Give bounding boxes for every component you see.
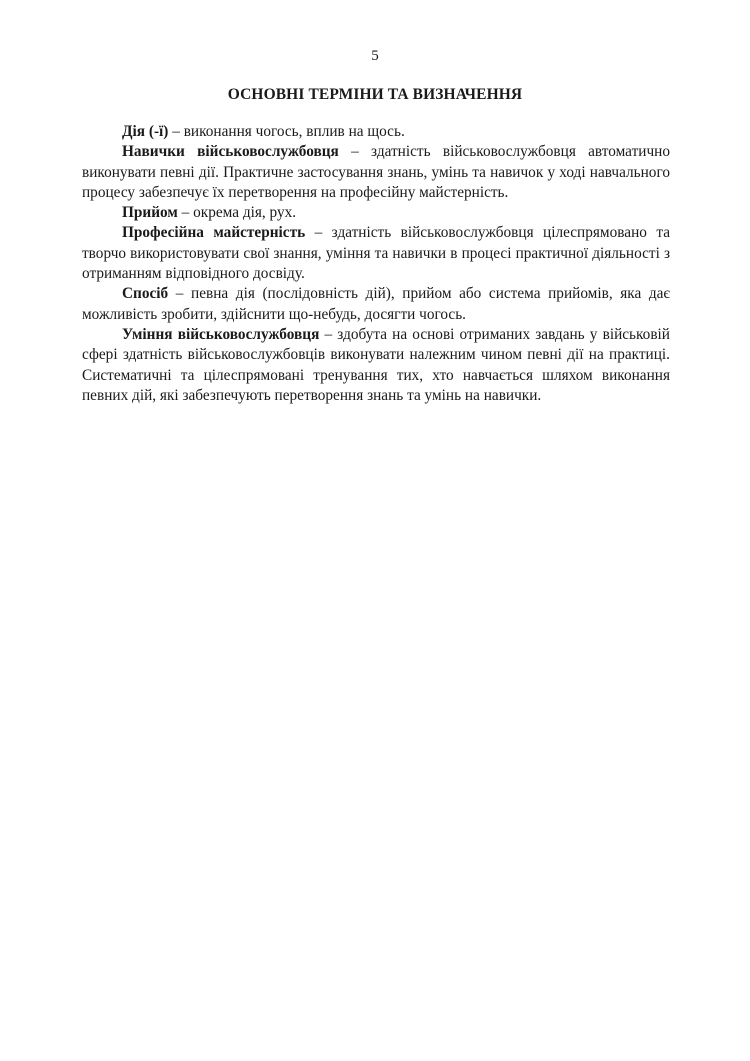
term-definition: – здатність військовослужбовця автоматично виконувати певні дії. Практичне застосування знань, умінь та навичок у ході навчального процесу забезпечує їх перетворення на професійну майстерність. (82, 143, 670, 201)
term-entry-pryiom (82, 203, 670, 223)
term-label: Професійна майстерність (122, 224, 306, 242)
term-definition: – певна дія (послідовність дій), прийом або система прийомів, яка дає можливість зробити, здійснити що-небудь, досягти чогось. (82, 285, 670, 323)
page-title: ОСНОВНІ ТЕРМІНИ ТА ВИЗНАЧЕННЯ (227, 86, 523, 103)
term-label: Прийом (122, 204, 178, 222)
terms-list (82, 122, 670, 406)
term-label: Дія (-ї) (122, 123, 169, 140)
term-label: Спосіб (122, 285, 169, 303)
term-definition: – окрема дія, рух. (177, 204, 297, 222)
term-entry-uminnia (82, 325, 670, 406)
term-entry-sposib (82, 284, 670, 325)
term-label: Навички військовослужбовця (122, 143, 339, 161)
term-entry-maisternist (82, 223, 670, 284)
term-definition: – здатність військовослужбовця цілеспрямовано та творчо використовувати свої знання, уміння та навички в процесі практичної діяльності з отриманням відповідного досвіду. (82, 224, 670, 283)
page-number: 5 (371, 48, 379, 64)
term-entry-diia (82, 122, 670, 142)
term-entry-navychky (82, 142, 670, 203)
term-definition: – здобута на основі отриманих завдань у військовій сфері здатність військовослужбовців виконувати належним чином певні дії на практиці. Систематичні та цілеспрямовані тренування тих, хто навчається шляхом виконання певних дій, які забезпечують перетворення знань та умінь на навички. (82, 325, 670, 404)
term-definition: – виконання чогось, вплив на щось. (168, 123, 405, 140)
term-label: Уміння військовослужбовця (122, 325, 320, 343)
